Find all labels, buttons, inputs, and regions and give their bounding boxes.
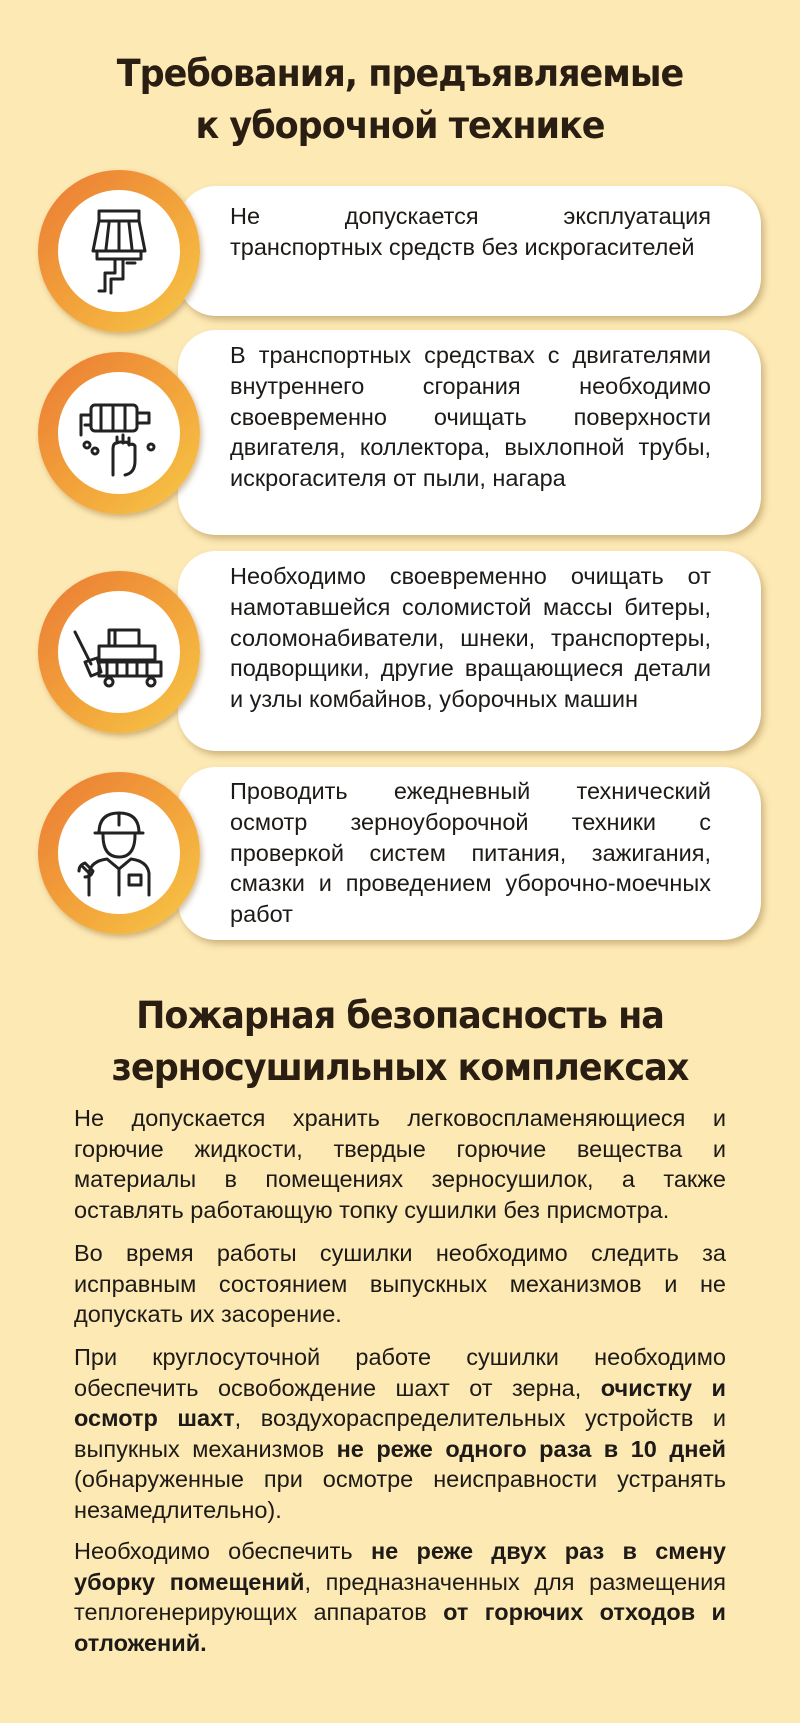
requirement-badge: [38, 772, 200, 934]
requirement-text: В транспортных средствах с двигателями внутреннего сгорания необходимо своевременно очищать поверхности двигателя, коллектора, выхлопной трубы, искрогасителя от пыли, нагара: [230, 342, 711, 492]
paragraph-text: Необходимо обеспечить: [74, 1538, 371, 1564]
paragraph: [74, 1536, 726, 1658]
requirement-text: Проводить ежедневный технический осмотр зерноуборочной техники с проверкой систем питания, зажигания, смазки и проведением уборочно-моечных работ: [230, 778, 711, 928]
requirement-text: Не допускается эксплуатация транспортных средств без искрогасителей: [230, 203, 711, 260]
title-line: зерносушильных комплексах: [111, 1046, 689, 1090]
paragraph-emphasis: от горючих отходов и отложений.: [74, 1599, 726, 1656]
requirement-card: [178, 551, 761, 751]
requirement-text: Необходимо своевременно очищать от намотавшейся соломистой массы битеры, соломонабиватели, шнеки, транспортеры, подворщики, другие вращающиеся детали и узлы комбайнов, уборочных машин: [230, 563, 711, 713]
requirement-card: [178, 186, 761, 316]
paragraph: Во время работы сушилки необходимо следить за исправным состоянием выпускных механизмов и не допускать их засорение.: [74, 1240, 726, 1327]
paragraph-text: , воздухораспределительных устройств и выпукных механизмов: [74, 1405, 727, 1462]
title-line: Пожарная безопасность на: [136, 994, 664, 1038]
combine-harvester-icon: [69, 602, 169, 702]
mechanic-worker-icon: [69, 803, 169, 903]
paragraph-text: (обнаруженные при осмотре неисправности устранять незамедлительно).: [74, 1466, 726, 1523]
paragraph-emphasis: не реже двух раз в смену уборку помещений: [74, 1538, 726, 1595]
paragraph-text: , предназначенных для размещения теплогенерирующих аппаратов: [74, 1568, 726, 1625]
title-line: Требования, предъявляемые: [116, 52, 684, 96]
requirement-badge: [38, 352, 200, 514]
requirement-card: [178, 767, 761, 940]
paragraph: [74, 1342, 726, 1525]
spark-arrester-icon: [69, 201, 169, 301]
requirement-card: [178, 330, 761, 535]
engine-cleaning-icon: [69, 383, 169, 483]
section-title-equipment: [0, 48, 800, 152]
paragraph-emphasis: очистку и осмотр шахт: [74, 1374, 727, 1431]
requirement-badge: [38, 571, 200, 733]
requirement-badge: [38, 170, 200, 332]
paragraph-emphasis: не реже одного раза в 10 дней: [336, 1435, 726, 1462]
paragraph: Не допускается хранить легковоспламеняющиеся и горючие жидкости, твердые горючие вещества и материалы в помещениях зерносушилок, а также оставлять работающую топку сушилки без присмотра.: [74, 1105, 726, 1223]
title-line: к уборочной технике: [195, 104, 605, 148]
paragraph-text: При круглосуточной работе сушилки необходимо обеспечить освобождение шахт от зерна,: [74, 1344, 726, 1401]
section-title-grain-dryers: [0, 990, 800, 1094]
